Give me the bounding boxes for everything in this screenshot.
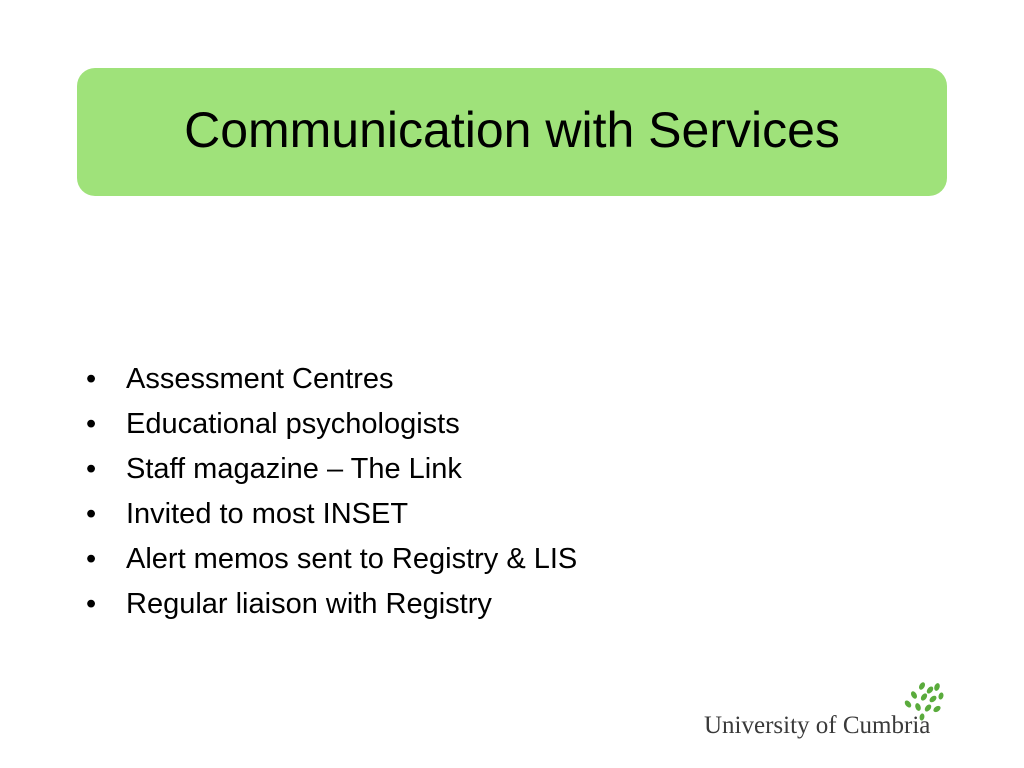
bullet-icon: • bbox=[86, 363, 97, 395]
list-item bbox=[86, 403, 577, 448]
university-logo bbox=[704, 682, 944, 746]
bullet-text: Educational psychologists bbox=[126, 408, 460, 440]
list-item bbox=[86, 358, 577, 403]
bullet-icon: • bbox=[86, 498, 97, 530]
bullet-icon: • bbox=[86, 408, 97, 440]
bullet-text: Alert memos sent to Registry & LIS bbox=[126, 543, 578, 575]
bullet-list bbox=[86, 358, 577, 628]
list-item bbox=[86, 448, 577, 493]
bullet-text: Regular liaison with Registry bbox=[126, 588, 492, 620]
slide-title: Communication with Services bbox=[184, 102, 840, 158]
bullet-text: Assessment Centres bbox=[126, 363, 394, 395]
bullet-text: Invited to most INSET bbox=[126, 498, 409, 530]
list-item bbox=[86, 493, 577, 538]
bullet-text: Staff magazine – The Link bbox=[126, 453, 462, 485]
list-item bbox=[86, 538, 577, 583]
bullet-icon: • bbox=[86, 588, 97, 620]
list-item bbox=[86, 583, 577, 628]
bullet-icon: • bbox=[86, 453, 97, 485]
title-banner bbox=[77, 68, 947, 196]
bullet-icon: • bbox=[86, 543, 97, 575]
logo-text: University of Cumbria bbox=[704, 712, 931, 739]
